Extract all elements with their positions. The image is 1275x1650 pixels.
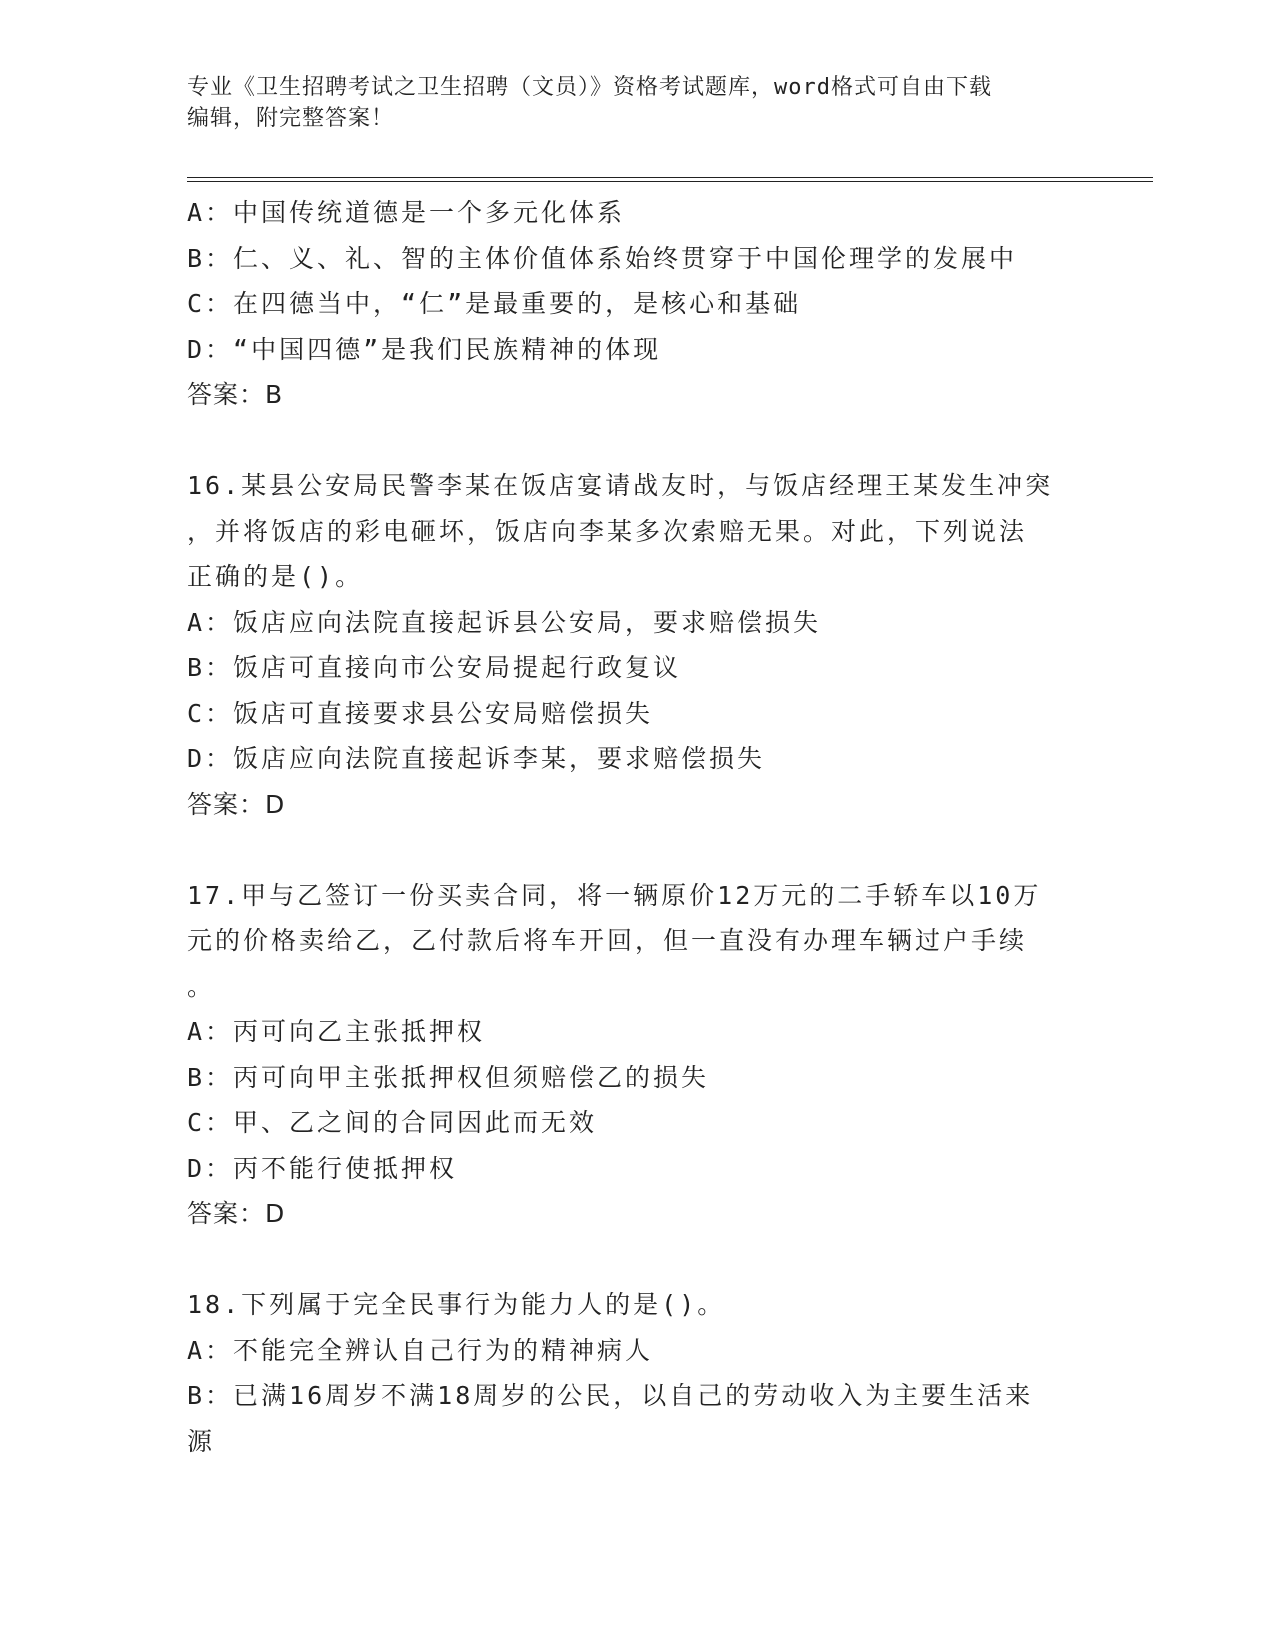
option-b: B：饭店可直接向市公安局提起行政复议 xyxy=(187,653,682,682)
option-b: B：已满16周岁不满18周岁的公民，以自己的劳动收入为主要生活来 xyxy=(187,1381,1034,1410)
option-b: B：仁、义、礼、智的主体价值体系始终贯穿于中国伦理学的发展中 xyxy=(187,243,1018,273)
question-stem-line: 17.甲与乙签订一份买卖合同，将一辆原价12万元的二手轿车以10万 xyxy=(187,880,1042,910)
option-d: D：“中国四德”是我们民族精神的体现 xyxy=(187,334,662,364)
option-b: B：丙可向甲主张抵押权但须赔偿乙的损失 xyxy=(187,1062,710,1092)
question-stem-line: 16.某县公安局民警李某在饭店宴请战友时，与饭店经理王某发生冲突 xyxy=(187,471,1054,500)
option-d: D：饭店应向法院直接起诉李某，要求赔偿损失 xyxy=(187,744,766,773)
answer-line: 答案：D xyxy=(187,1199,286,1228)
option-a: A：饭店应向法院直接起诉县公安局，要求赔偿损失 xyxy=(187,607,822,637)
document-header xyxy=(187,72,1067,134)
question-stem-line: ，并将饭店的彩电砸坏，饭店向李某多次索赔无果。对此，下列说法 xyxy=(187,516,1028,546)
question-16 xyxy=(187,463,1087,827)
header-line-2: 编辑，附完整答案！ xyxy=(187,106,395,131)
question-content xyxy=(187,190,1087,1464)
question-stem-line: 18.下列属于完全民事行为能力人的是()。 xyxy=(187,1290,726,1319)
option-a: A：不能完全辨认自己行为的精神病人 xyxy=(187,1335,654,1365)
option-c: C：饭店可直接要求县公安局赔偿损失 xyxy=(187,698,654,728)
answer-line: 答案：D xyxy=(187,789,286,819)
question-18 xyxy=(187,1282,1087,1464)
answer-line: 答案：B xyxy=(187,380,284,409)
option-a: A：丙可向乙主张抵押权 xyxy=(187,1017,486,1046)
question-15 xyxy=(187,190,1087,418)
question-stem-line: 。 xyxy=(187,971,216,1001)
option-b-continued: 源 xyxy=(187,1426,216,1456)
option-c: C：在四德当中，“仁”是最重要的，是核心和基础 xyxy=(187,289,802,318)
header-divider xyxy=(187,177,1153,182)
header-line-1: 专业《卫生招聘考试之卫生招聘（文员）》资格考试题库，word格式可自由下载 xyxy=(187,75,992,100)
question-17 xyxy=(187,873,1087,1237)
option-a: A：中国传统道德是一个多元化体系 xyxy=(187,198,626,227)
question-stem-line: 元的价格卖给乙，乙付款后将车开回，但一直没有办理车辆过户手续 xyxy=(187,926,1028,955)
option-c: C：甲、乙之间的合同因此而无效 xyxy=(187,1108,598,1137)
question-stem-line: 正确的是()。 xyxy=(187,562,364,591)
option-d: D：丙不能行使抵押权 xyxy=(187,1153,458,1183)
